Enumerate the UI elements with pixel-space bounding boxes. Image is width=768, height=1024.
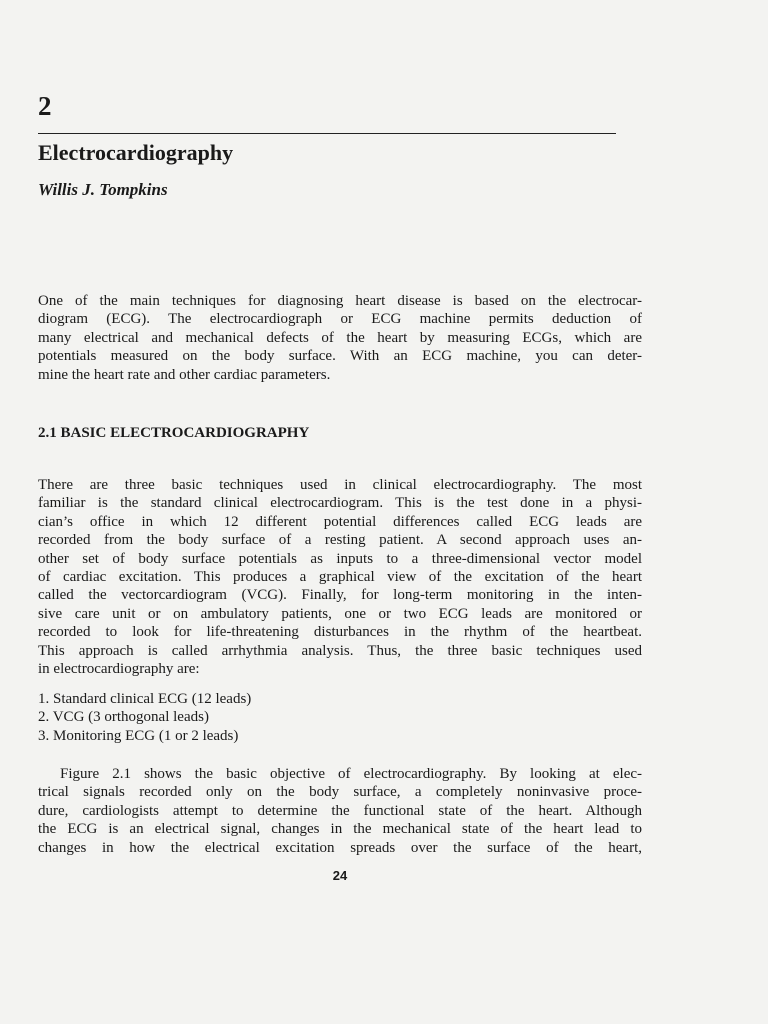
list-item: 2. VCG (3 orthogonal leads) <box>38 709 209 726</box>
chapter-title: Electrocardiography <box>38 140 234 165</box>
paragraph-line: of cardiac excitation. This produces a graphical view of the excitation of the heart <box>38 569 642 585</box>
paragraph-line: Figure 2.1 shows the basic objective of electrocardiography. By looking at elec- <box>60 766 642 782</box>
paragraph-line: sive care unit or on ambulatory patients, one or two ECG leads are monitored or <box>38 605 642 622</box>
paragraph-line: This approach is called arrhythmia analysis. Thus, the three basic techniques used <box>38 642 642 659</box>
section-heading: 2.1 BASIC ELECTROCARDIOGRAPHY <box>38 425 310 441</box>
paragraph-line: cian’s office in which 12 different potential differences called ECG leads are <box>38 513 642 530</box>
paragraph-line: called the vectorcardiogram (VCG). Finally, for long-term monitoring in the inten- <box>38 587 642 604</box>
paragraph-line: trical signals recorded only on the body surface, a completely noninvasive proce- <box>38 784 642 801</box>
paragraph-line: diogram (ECG). The electrocardiograph or ECG machine permits deduction of <box>38 311 642 328</box>
paragraph-line: changes in how the electrical excitation spreads over the surface of the heart, <box>38 839 642 856</box>
paragraph-line: mine the heart rate and other cardiac parameters. <box>38 366 331 383</box>
paragraph-line: dure, cardiologists attempt to determine the functional state of the heart. Although <box>38 802 642 819</box>
paragraph-line: other set of body surface potentials as inputs to a three-dimensional vector model <box>38 550 642 567</box>
chapter-rule <box>38 133 616 134</box>
paragraph-line: the ECG is an electrical signal, changes in the mechanical state of the heart lead to <box>38 821 642 838</box>
paragraph-line: recorded to look for life-threatening disturbances in the rhythm of the heartbeat. <box>38 624 642 641</box>
paragraph-line: There are three basic techniques used in clinical electrocardiography. The most <box>38 477 642 493</box>
paragraph-line: in electrocardiography are: <box>38 661 200 677</box>
page-number: 24 <box>332 868 348 883</box>
paragraph-line: recorded from the body surface of a resting patient. A second approach uses an- <box>38 532 642 549</box>
paragraph-line: One of the main techniques for diagnosing heart disease is based on the electrocar- <box>38 293 642 309</box>
chapter-author: Willis J. Tompkins <box>38 180 168 199</box>
list-item: 1. Standard clinical ECG (12 leads) <box>38 691 252 707</box>
chapter-number: 2 <box>38 91 52 121</box>
paragraph-line: potentials measured on the body surface. With an ECG machine, you can deter- <box>38 348 642 365</box>
list-item: 3. Monitoring ECG (1 or 2 leads) <box>38 727 239 744</box>
paragraph-line: many electrical and mechanical defects of the heart by measuring ECGs, which are <box>38 329 642 346</box>
paragraph-line: familiar is the standard clinical electrocardiogram. This is the test done in a physi- <box>38 495 642 512</box>
